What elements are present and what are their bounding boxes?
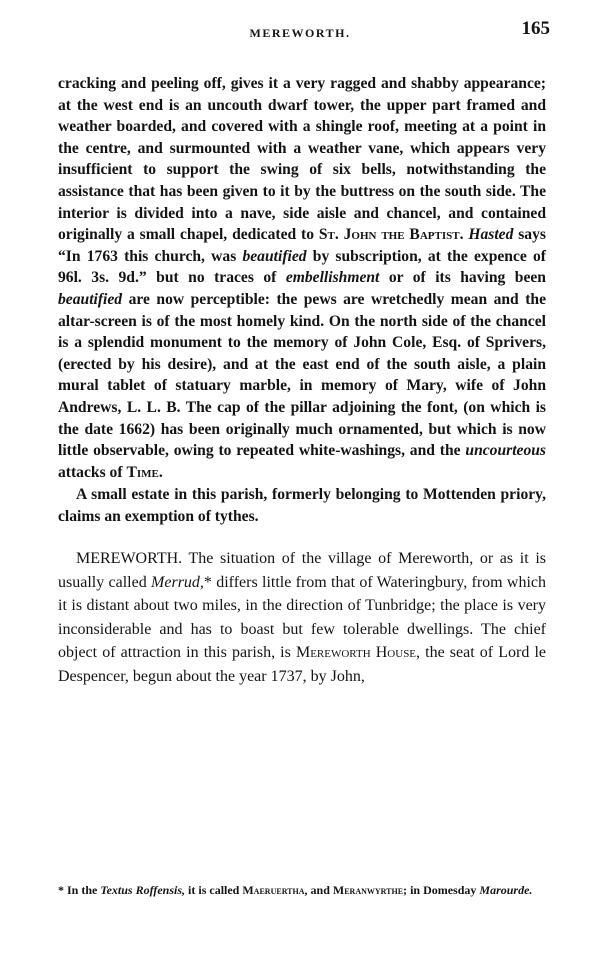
small-caps-word: Meranwyrthe; — [332, 883, 408, 897]
running-head — [0, 18, 600, 48]
section-heading: MEREWORTH. — [76, 550, 183, 568]
small-caps-word: Time. — [126, 463, 163, 481]
footnote-text: and — [307, 883, 333, 897]
paragraph-church — [58, 73, 546, 483]
paragraph-estate: A small estate in this parish, formerly belonging to Mottenden priory, claims an exemption of tythes. — [58, 486, 546, 525]
footnote-text: in Domesday — [407, 883, 480, 897]
text-run: the seat of Lord le Despencer, begun about the year 1737, by John, — [58, 644, 546, 685]
italic-word: Textus Roffensis, — [100, 883, 186, 897]
footnote-text: * In the — [58, 883, 101, 897]
house-name: Mereworth House, — [295, 644, 421, 662]
running-title: MEREWORTH. — [249, 26, 351, 40]
text-run: or of its having been — [379, 269, 546, 287]
body-text — [58, 73, 546, 688]
text-run: attacks of — [58, 463, 127, 481]
footnote-text: it is called — [185, 883, 243, 897]
paragraph-village — [58, 547, 546, 688]
text-run: are now perceptible: the pews are wretchedly mean and the altar-screen is of the most homely kind. On the north side of the chancel is a splendid monument to the memory of John Cole, Esq. of Sprivers, (erected by his desire), and at the east end of the south aisle, a plain mural tablet of statuary marble, in memory of Mary, wife of John Andrews, L. L. B. The cap of the pillar adjoining the font, (on which is the date 1662) has been originally much ornamented, but which is now little observable, owing to repeated white-washings, and the — [58, 290, 546, 460]
italic-word: Merrud, — [151, 573, 204, 591]
small-caps-word: Maeruertha, — [242, 883, 308, 897]
text-run: * differs little from that of Wateringbury, from which it is distant about two miles, in the direction of Tunbridge; the place is very inconsiderable and has to boast but few tolerable dwellings. The chief object of attraction in this parish, is — [58, 573, 546, 662]
footnote — [58, 882, 546, 899]
text-run: says “In 1763 this church, was — [58, 226, 546, 265]
dedication-name: St. John the Baptist. — [318, 226, 464, 244]
text-run: by subscription, at the expence of 96l. 3s. 9d.” but no traces of — [58, 247, 546, 287]
italic-word: uncourteous — [465, 442, 546, 460]
italic-word: Marourde. — [479, 883, 533, 897]
italic-word: beautified — [58, 290, 123, 308]
text-run: The situation of the village of Mereworth, or as it is usually called — [58, 550, 546, 591]
text-run: cracking and peeling off, gives it a very ragged and shabby appearance; at the west end is an uncouth dwarf tower, the upper part framed and weather boarded, and covered with a shingle roof, meeting at a point in the centre, and surmounted with a weather vane, which appears very insufficient to support the swing of six bells, notwithstanding the assistance that has been given to it by the buttress on the south side. The interior is divided into a nave, side aisle and chancel, and contained originally a small chapel, dedicated to — [58, 75, 546, 244]
italic-word: embellishment — [285, 269, 380, 287]
italic-word: beautified — [242, 247, 307, 265]
page-number: 165 — [521, 18, 550, 39]
author-hasted: Hasted — [468, 226, 514, 244]
